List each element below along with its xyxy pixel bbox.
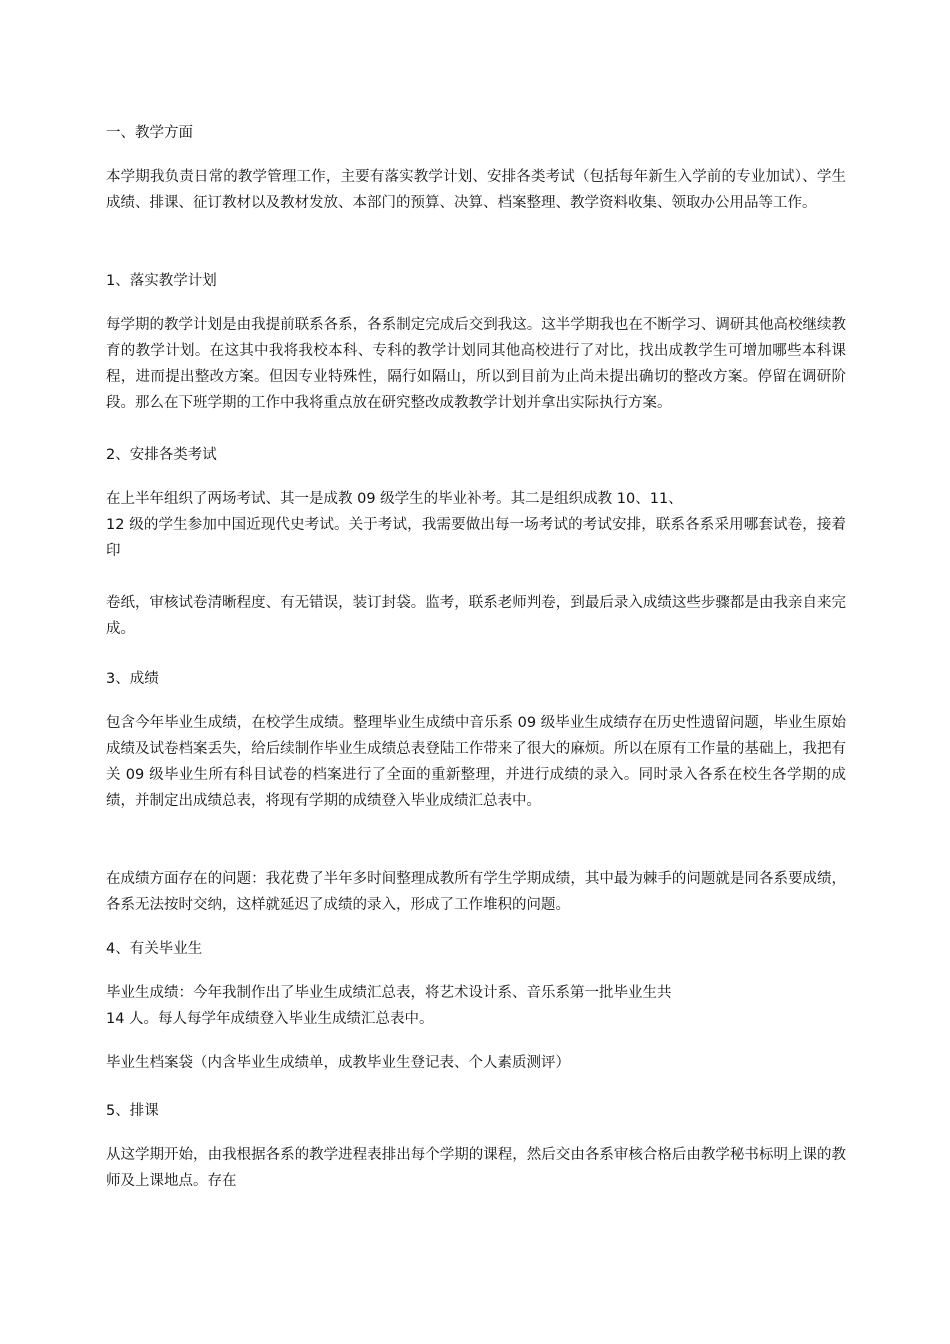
paragraph-grades: 包含今年毕业生成绩，在校学生成绩。整理毕业生成绩中音乐系 09 级毕业生成绩存在历史性遗留问题，毕业生原始成绩及试卷档案丢失，给后续制作毕业生成绩总表登陆工作带来了很大的麻烦。所以在原有工作量的基础上，我把有关 09 级毕业生所有科目试卷的档案进行了全面的重新整理，并进行成绩的录入。同时录入各系在校生各学期的成绩，并制定出成绩总表，将现有学期的成绩登入毕业成绩汇总表中。	[106, 715, 846, 809]
paragraph-graduates-files: 毕业生档案袋（内含毕业生成绩单，成教毕业生登记表、个人素质测评）	[106, 1055, 570, 1071]
paragraph-graduates-line1: 毕业生成绩：今年我制作出了毕业生成绩汇总表，将艺术设计系、音乐系第一批毕业生共	[106, 985, 672, 1001]
section-heading-exams: 2、安排各类考试	[106, 447, 217, 463]
paragraph-graduates-line2: 14 人。每人每学年成绩登入毕业生成绩汇总表中。	[106, 1011, 434, 1027]
section-heading-grades: 3、成绩	[106, 671, 159, 687]
paragraph-schedule: 从这学期开始，由我根据各系的教学进程表排出每个学期的课程，然后交由各系审核合格后由教学秘书标明上课的教师及上课地点。存在	[106, 1147, 846, 1189]
paragraph-intro: 本学期我负责日常的教学管理工作，主要有落实教学计划、安排各类考试（包括每年新生入学前的专业加试）、学生成绩、排课、征订教材以及教材发放、本部门的预算、决算、档案整理、教学资料收集、领取办公用品等工作。	[106, 169, 846, 211]
paragraph-exams-line1: 在上半年组织了两场考试、其一是成教 09 级学生的毕业补考。其二是组织成教 10、11、	[106, 491, 683, 507]
paragraph-exams-line2: 12 级的学生参加中国近现代史考试。关于考试，我需要做出每一场考试的考试安排，联系各系采用哪套试卷，接着印	[106, 517, 846, 559]
section-heading-plan: 1、落实教学计划	[106, 273, 217, 289]
paragraph-plan: 每学期的教学计划是由我提前联系各系，各系制定完成后交到我这。这半学期我也在不断学习、调研其他高校继续教育的教学计划。在这其中我将我校本科、专科的教学计划同其他高校进行了对比，找出成教学生可增加哪些本科课程，进而提出整改方案。但因专业特殊性，隔行如隔山，所以到目前为止尚未提出确切的整改方案。停留在调研阶段。那么在下班学期的工作中我将重点放在研究整改成教教学计划并拿出实际执行方案。	[106, 317, 846, 411]
paragraph-exams-process: 卷纸，审核试卷清晰程度、有无错误，装订封袋。监考，联系老师判卷，到最后录入成绩这些步骤都是由我亲自来完成。	[106, 595, 846, 637]
section-heading-schedule: 5、排课	[106, 1103, 159, 1119]
section-heading-teaching: 一、教学方面	[106, 125, 193, 141]
paragraph-grades-problems: 在成绩方面存在的问题：我花费了半年多时间整理成教所有学生学期成绩，其中最为棘手的问题就是同各系要成绩，各系无法按时交纳，这样就延迟了成绩的录入，形成了工作堆积的问题。	[106, 871, 846, 913]
section-heading-graduates: 4、有关毕业生	[106, 941, 203, 957]
